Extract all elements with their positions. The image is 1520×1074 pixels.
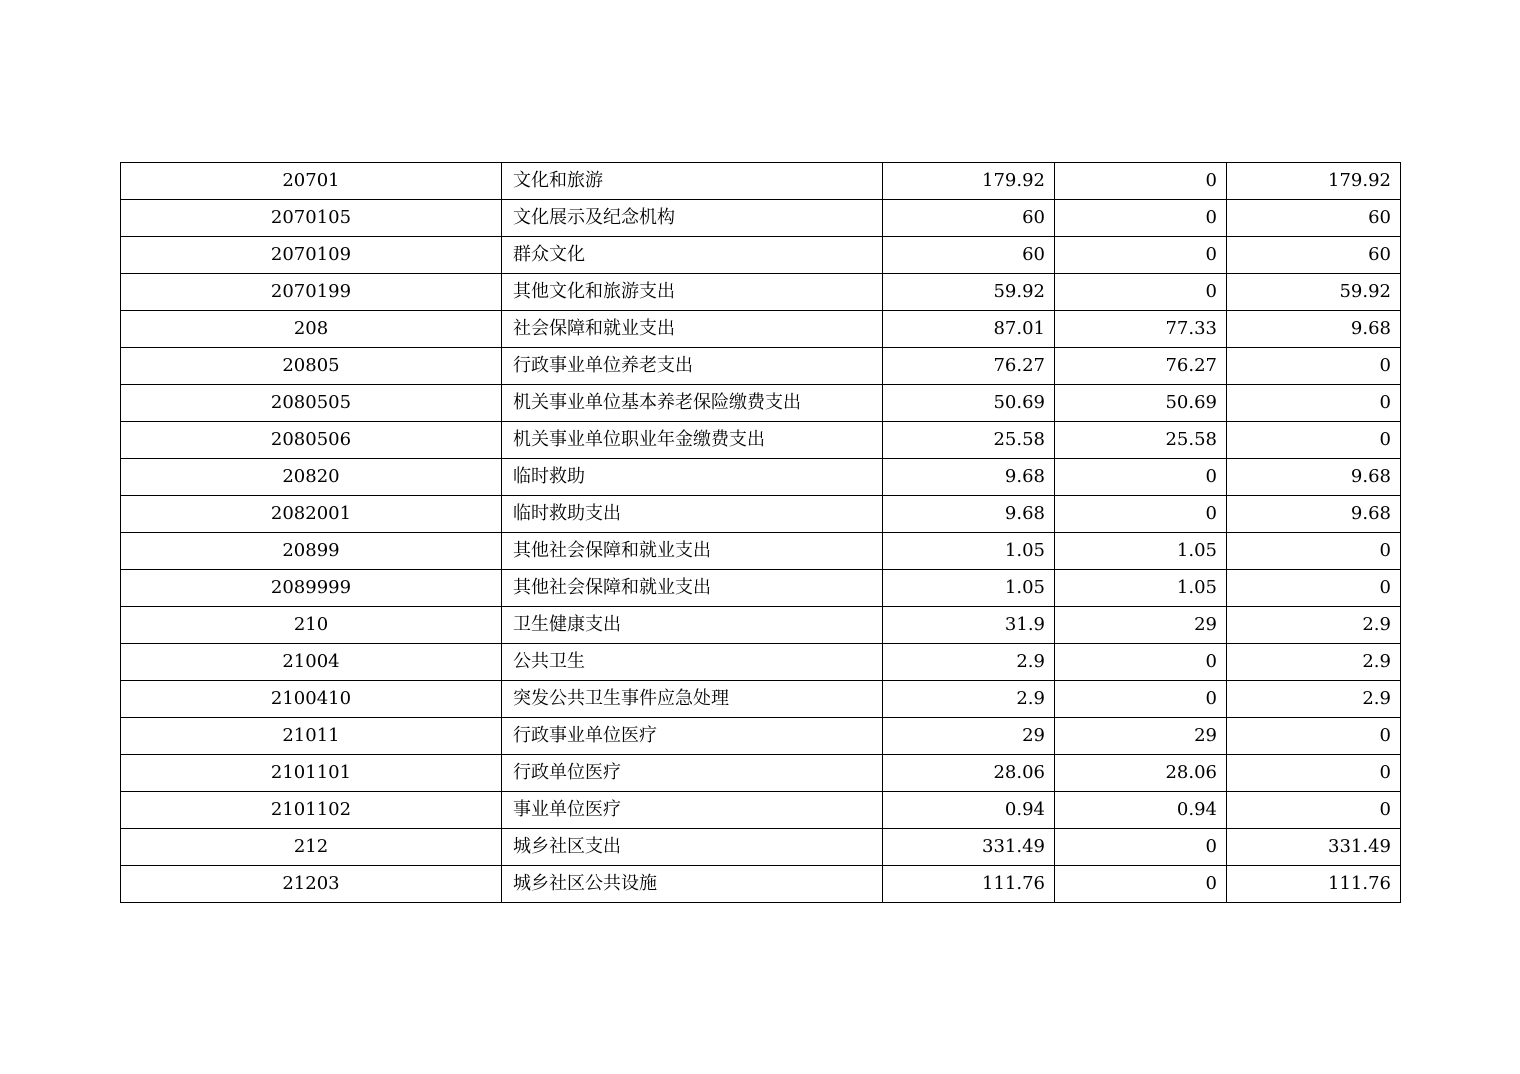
cell-function-name: 文化展示及纪念机构 <box>502 200 883 237</box>
cell-total: 31.9 <box>883 607 1055 644</box>
cell-project-expenditure: 2.9 <box>1227 681 1401 718</box>
table-row <box>121 274 1401 311</box>
cell-project-expenditure: 0 <box>1227 422 1401 459</box>
cell-project-expenditure: 0 <box>1227 792 1401 829</box>
cell-basic-expenditure: 0 <box>1055 496 1227 533</box>
cell-total: 2.9 <box>883 644 1055 681</box>
cell-basic-expenditure: 0 <box>1055 163 1227 200</box>
cell-function-code: 20820 <box>121 459 502 496</box>
cell-basic-expenditure: 50.69 <box>1055 385 1227 422</box>
cell-basic-expenditure: 0 <box>1055 237 1227 274</box>
cell-function-name: 突发公共卫生事件应急处理 <box>502 681 883 718</box>
cell-basic-expenditure: 0 <box>1055 829 1227 866</box>
cell-function-code: 212 <box>121 829 502 866</box>
table-row <box>121 607 1401 644</box>
table-row <box>121 237 1401 274</box>
cell-project-expenditure: 2.9 <box>1227 644 1401 681</box>
cell-total: 28.06 <box>883 755 1055 792</box>
cell-basic-expenditure: 0 <box>1055 866 1227 903</box>
cell-function-name: 其他文化和旅游支出 <box>502 274 883 311</box>
table-row <box>121 459 1401 496</box>
cell-basic-expenditure: 29 <box>1055 607 1227 644</box>
cell-function-code: 21004 <box>121 644 502 681</box>
table-row <box>121 422 1401 459</box>
cell-function-name: 公共卫生 <box>502 644 883 681</box>
cell-total: 0.94 <box>883 792 1055 829</box>
cell-function-name: 其他社会保障和就业支出 <box>502 570 883 607</box>
cell-function-name: 城乡社区支出 <box>502 829 883 866</box>
cell-project-expenditure: 111.76 <box>1227 866 1401 903</box>
cell-basic-expenditure: 77.33 <box>1055 311 1227 348</box>
cell-basic-expenditure: 28.06 <box>1055 755 1227 792</box>
cell-basic-expenditure: 0 <box>1055 644 1227 681</box>
cell-function-name: 群众文化 <box>502 237 883 274</box>
table-row <box>121 348 1401 385</box>
cell-project-expenditure: 60 <box>1227 200 1401 237</box>
cell-basic-expenditure: 25.58 <box>1055 422 1227 459</box>
cell-function-name: 城乡社区公共设施 <box>502 866 883 903</box>
cell-basic-expenditure: 0 <box>1055 459 1227 496</box>
cell-function-code: 20701 <box>121 163 502 200</box>
cell-total: 331.49 <box>883 829 1055 866</box>
table-row <box>121 718 1401 755</box>
table-row <box>121 829 1401 866</box>
cell-total: 25.58 <box>883 422 1055 459</box>
table-row <box>121 311 1401 348</box>
cell-function-code: 2100410 <box>121 681 502 718</box>
cell-function-code: 2070199 <box>121 274 502 311</box>
table-row <box>121 681 1401 718</box>
cell-function-name: 临时救助 <box>502 459 883 496</box>
cell-function-name: 机关事业单位职业年金缴费支出 <box>502 422 883 459</box>
cell-function-name: 行政单位医疗 <box>502 755 883 792</box>
cell-total: 60 <box>883 200 1055 237</box>
cell-basic-expenditure: 0.94 <box>1055 792 1227 829</box>
cell-total: 59.92 <box>883 274 1055 311</box>
cell-function-name: 机关事业单位基本养老保险缴费支出 <box>502 385 883 422</box>
cell-total: 179.92 <box>883 163 1055 200</box>
cell-project-expenditure: 0 <box>1227 385 1401 422</box>
cell-function-code: 2080506 <box>121 422 502 459</box>
table-row <box>121 533 1401 570</box>
cell-project-expenditure: 0 <box>1227 570 1401 607</box>
cell-function-code: 2089999 <box>121 570 502 607</box>
cell-function-code: 2082001 <box>121 496 502 533</box>
cell-basic-expenditure: 0 <box>1055 274 1227 311</box>
cell-project-expenditure: 9.68 <box>1227 459 1401 496</box>
cell-function-code: 21203 <box>121 866 502 903</box>
cell-function-name: 行政事业单位养老支出 <box>502 348 883 385</box>
cell-total: 9.68 <box>883 459 1055 496</box>
cell-project-expenditure: 0 <box>1227 348 1401 385</box>
cell-total: 2.9 <box>883 681 1055 718</box>
cell-function-code: 20805 <box>121 348 502 385</box>
cell-basic-expenditure: 1.05 <box>1055 570 1227 607</box>
table-row <box>121 570 1401 607</box>
cell-total: 9.68 <box>883 496 1055 533</box>
expenditure-table <box>120 162 1401 903</box>
table-row <box>121 163 1401 200</box>
cell-project-expenditure: 9.68 <box>1227 311 1401 348</box>
cell-function-code: 210 <box>121 607 502 644</box>
cell-function-code: 20899 <box>121 533 502 570</box>
cell-function-code: 2080505 <box>121 385 502 422</box>
table-row <box>121 385 1401 422</box>
cell-function-code: 2070109 <box>121 237 502 274</box>
cell-basic-expenditure: 1.05 <box>1055 533 1227 570</box>
cell-function-name: 临时救助支出 <box>502 496 883 533</box>
expenditure-table-body <box>121 163 1401 903</box>
cell-total: 60 <box>883 237 1055 274</box>
cell-function-name: 事业单位医疗 <box>502 792 883 829</box>
cell-function-name: 行政事业单位医疗 <box>502 718 883 755</box>
cell-total: 29 <box>883 718 1055 755</box>
table-row <box>121 866 1401 903</box>
cell-project-expenditure: 0 <box>1227 755 1401 792</box>
cell-function-code: 208 <box>121 311 502 348</box>
cell-function-name: 卫生健康支出 <box>502 607 883 644</box>
cell-basic-expenditure: 0 <box>1055 200 1227 237</box>
cell-project-expenditure: 60 <box>1227 237 1401 274</box>
cell-project-expenditure: 2.9 <box>1227 607 1401 644</box>
cell-total: 1.05 <box>883 533 1055 570</box>
cell-function-code: 21011 <box>121 718 502 755</box>
cell-basic-expenditure: 29 <box>1055 718 1227 755</box>
cell-project-expenditure: 0 <box>1227 533 1401 570</box>
cell-basic-expenditure: 0 <box>1055 681 1227 718</box>
cell-function-code: 2101101 <box>121 755 502 792</box>
table-row <box>121 496 1401 533</box>
cell-total: 50.69 <box>883 385 1055 422</box>
cell-project-expenditure: 179.92 <box>1227 163 1401 200</box>
cell-function-name: 文化和旅游 <box>502 163 883 200</box>
cell-function-name: 社会保障和就业支出 <box>502 311 883 348</box>
cell-function-code: 2101102 <box>121 792 502 829</box>
table-row <box>121 755 1401 792</box>
cell-basic-expenditure: 76.27 <box>1055 348 1227 385</box>
cell-project-expenditure: 9.68 <box>1227 496 1401 533</box>
table-row <box>121 200 1401 237</box>
cell-total: 87.01 <box>883 311 1055 348</box>
cell-total: 111.76 <box>883 866 1055 903</box>
cell-total: 76.27 <box>883 348 1055 385</box>
cell-total: 1.05 <box>883 570 1055 607</box>
table-row <box>121 792 1401 829</box>
cell-project-expenditure: 0 <box>1227 718 1401 755</box>
cell-project-expenditure: 59.92 <box>1227 274 1401 311</box>
cell-function-name: 其他社会保障和就业支出 <box>502 533 883 570</box>
cell-project-expenditure: 331.49 <box>1227 829 1401 866</box>
cell-function-code: 2070105 <box>121 200 502 237</box>
table-row <box>121 644 1401 681</box>
